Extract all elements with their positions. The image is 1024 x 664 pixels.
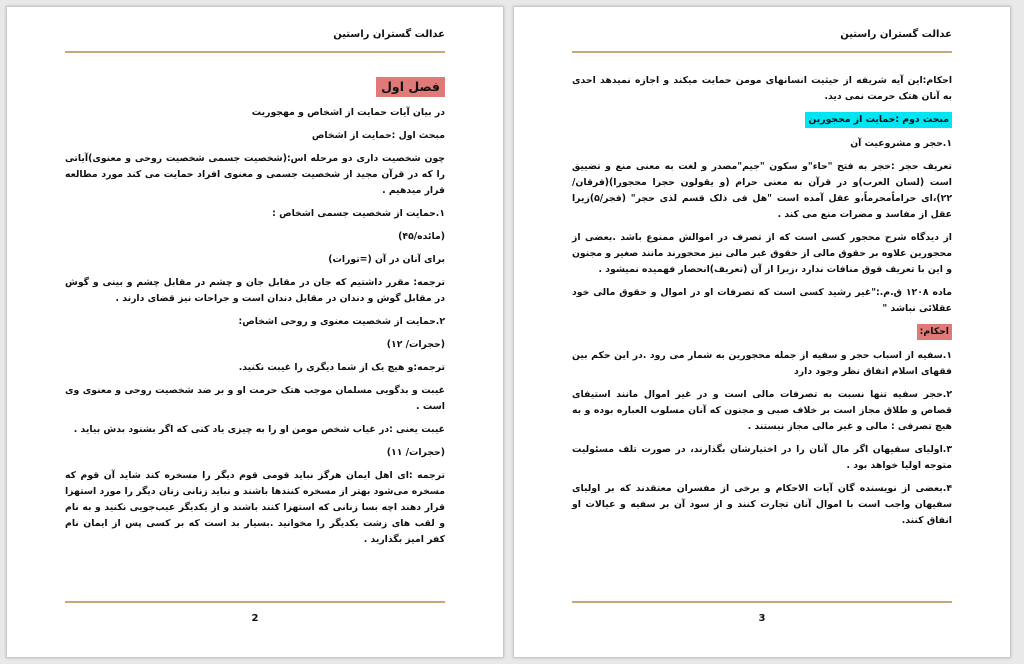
page-number: 3	[758, 613, 766, 624]
paragraph: ۱.حجر و مشروعیت آن	[850, 138, 952, 149]
paragraph: برای آنان در آن (=تورات)	[328, 254, 445, 265]
page-body	[65, 73, 445, 555]
paragraph: از دیدگاه شرح محجور کسی است که از تصرف در اموالش ممنوع باشد .بعضی از محجورین علاوه بر حقوق مالی از حقوق غیر مالی نیز محجورند مانند صغیر و مجنون و این با تعریف فوق منافات ندارد ،زیرا از آن (تعریف)انحصار فهمیده نمیشود .	[572, 232, 952, 275]
chapter-title: فصل اول	[376, 77, 445, 97]
header-rule	[65, 51, 445, 53]
paragraph: در بیان آیات حمایت از اشخاص و مهجوریت	[251, 107, 445, 118]
footer-rule	[65, 601, 445, 603]
paragraph: (حجرات/ ۱۲)	[386, 339, 445, 350]
document-page-3	[513, 6, 1011, 658]
page-header: عدالت گستران راستین	[840, 29, 952, 40]
paragraph: ترجمه: مقرر داشتیم که جان در مقابل جان و چشم در مقابل چشم و بینی و گوش در مقابل گوش و دندان در مقابل دندان است و جراحات نیز قضای دارند .	[65, 277, 445, 304]
page-header: عدالت گستران راستین	[333, 29, 445, 40]
paragraph: غیبت یعنی :در غیاب شخص مومن او را به چیزی یاد کنی که اگر بشنود بدش بیاید .	[73, 424, 445, 435]
paragraph: ۴.بعضی از نویسنده گان آیات الاحکام و برخی از مفسران معتقدند که بر اولیای سفیهان واجب است با اموال آنان تجارت کنند و از سود آن بر سفیه و عیالات او انفاق کنند.	[572, 483, 952, 526]
rulings-heading: احکام:	[917, 324, 952, 340]
paragraph: ۱.سفیه از اسباب حجر و سفیه از جمله محجورین به شمار می رود .در این حکم بین فقهای اسلام اتفاق نظر وجود دارد	[572, 350, 952, 377]
paragraph: (مائده/۴۵)	[398, 231, 445, 242]
section-heading: مبحث دوم :حمایت از محجورین	[805, 112, 952, 128]
paragraph: ماده ۱۲۰۸ ق.م.:"غیر رشید کسی است که تصرفات او در اموال و حقوق مالی خود عقلائی نباشد "	[572, 287, 952, 314]
paragraph: احکام:این آیه شریفه از حیثیت انسانهای مومن حمایت میکند و اجازه نمیدهد احدی به آنان هتک حرمت نمی دید.	[572, 75, 952, 102]
paragraph: (حجرات/ ۱۱)	[386, 447, 445, 458]
document-page-2	[6, 6, 504, 658]
paragraph: تعریف حجر :حجر به فتح "حاء"و سکون "جیم"مصدر و لغت به معنی منع و تضییق است (لسان العرب)و در قرآن به معنی حرام (و یقولون حجرا محجورا)(فرقان/۲۲)،ای حراماًمحرماً،و عقل آمده است "هل فی ذلک قسم لذی حجر" (فجر/۵)زیرا عقل از مفاسد و مضرات منع می کند .	[572, 161, 952, 220]
paragraph: ۱.حمایت از شخصیت جسمی اشخاص :	[272, 208, 445, 219]
footer-rule	[572, 601, 952, 603]
paragraph: مبحث اول :حمایت از اشخاص	[311, 130, 445, 141]
paragraph: ترجمه:و هیچ یک از شما دیگری را غیبت نکنید.	[238, 362, 445, 373]
page-number: 2	[251, 613, 259, 624]
header-rule	[572, 51, 952, 53]
page-body	[572, 73, 952, 536]
paragraph: ترجمه :ای اهل ایمان هرگز نباید قومی قوم دیگر را مسخره کند شاید آن قوم که مسخره می‌شود بهتر از مسخره کنندها باشند و نباید زنانی زنان دیگر را مورد استهزا قرار دهند اچه بسا زنانی که استهزا کنند باشند و از یکدیگر عیب‌جویی نکنید و به نام و لقب های زشت یکدیگر را مخوانید .بسیار بد است که بر کسی پس از ایمان نام کفر امیز بگذارید .	[65, 470, 445, 545]
paragraph: ۲.حجر سفیه تنها نسبت به تصرفات مالی است و در غیر اموال مانند استیفای قصاص و طلاق مجاز است بر خلاف صبی و مجنون که آنان مسلوب العباره بوده و به هیچ تصرفی : مالی و غیر مالی مجاز نیستند .	[572, 389, 952, 432]
paragraph: ۲.حمایت از شخصیت معنوی و روحی اشخاص:	[238, 316, 445, 327]
paragraph: غیبت و بدگویی مسلمان موجب هتک حرمت او و بر ضد شخصیت روحی و معنوی وی است .	[65, 385, 445, 412]
paragraph: چون شخصیت داری دو مرحله اس:(شخصیت جسمی شخصیت روحی و معنوی)آیاتی را که در قرآن مجید از شخصیت جسمی و معنوی افراد حمایت می کند مورد مطالعه قرار میدهیم .	[65, 153, 445, 196]
paragraph: ۳.اولیای سفیهان اگر مال آنان را در اختیارشان بگذارند، در صورت تلف مسئولیت متوجه اولیا خواهد بود .	[572, 444, 952, 471]
